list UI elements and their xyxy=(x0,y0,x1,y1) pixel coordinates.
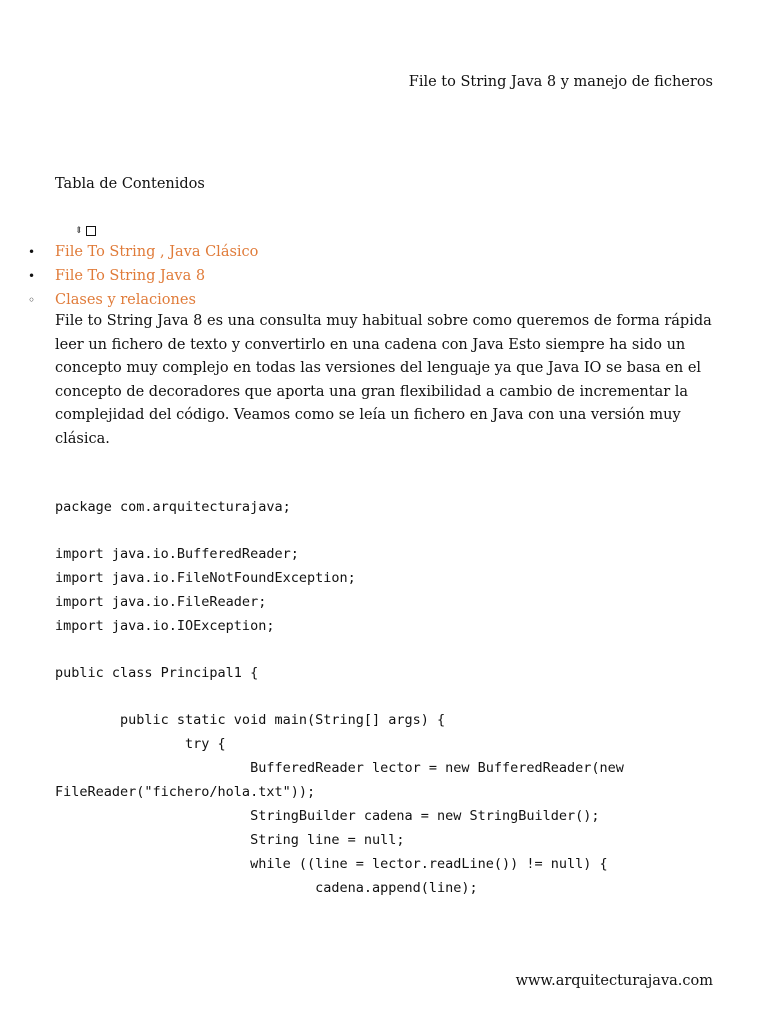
bullet-icon: • xyxy=(28,245,36,259)
code-line-package: package com.arquitecturajava; xyxy=(55,499,291,515)
code-line-import: import java.io.IOException; xyxy=(55,618,275,634)
toc-toggle[interactable] xyxy=(75,224,96,238)
toc-list xyxy=(28,240,258,312)
code-line-import: import java.io.FileNotFoundException; xyxy=(55,570,356,586)
bullet-icon: • xyxy=(28,269,36,283)
code-line: cadena.append(line); xyxy=(55,880,478,896)
code-line: BufferedReader lector = new BufferedReader(new xyxy=(55,760,624,776)
code-block xyxy=(55,495,755,900)
code-line-import: import java.io.FileReader; xyxy=(55,594,267,610)
page-title: File to String Java 8 y manejo de ficheros xyxy=(408,74,713,90)
code-line-import: import java.io.BufferedReader; xyxy=(55,546,299,562)
toc-link-java-8[interactable] xyxy=(28,264,258,288)
toc-link-label[interactable]: File To String , Java Clásico xyxy=(55,244,259,260)
code-line: public static void main(String[] args) { xyxy=(55,712,446,728)
hollow-bullet-icon: ◦ xyxy=(28,293,36,307)
toc-heading: Tabla de Contenidos xyxy=(55,176,205,192)
toc-link-label[interactable]: File To String Java 8 xyxy=(55,268,206,284)
code-line: try { xyxy=(55,736,226,752)
toc-link-clases[interactable] xyxy=(28,288,258,312)
toc-checkbox-icon[interactable] xyxy=(86,226,96,236)
code-line-class: public class Principal1 { xyxy=(55,665,259,681)
code-line: StringBuilder cadena = new StringBuilder(); xyxy=(55,808,600,824)
code-line: String line = null; xyxy=(55,832,405,848)
code-line: while ((line = lector.readLine()) != null) { xyxy=(55,856,608,872)
sort-arrows-icon: ⇕ xyxy=(75,226,83,236)
code-line: FileReader("fichero/hola.txt")); xyxy=(55,784,316,800)
intro-paragraph: File to String Java 8 es una consulta muy habitual sobre como queremos de forma rápida leer un fichero de texto y convertirlo en una cadena con Java Esto siempre ha sido un concepto muy complejo en todas las versiones del lenguaje ya que Java IO se basa en el concepto de decoradores que aporta una gran flexibilidad a cambio de incrementar la complejidad del código. Veamos como se leía un fichero en Java con una versión muy clásica. xyxy=(55,313,712,447)
footer-url: www.arquitecturajava.com xyxy=(515,973,713,989)
toc-link-label[interactable]: Clases y relaciones xyxy=(55,292,196,308)
toc-link-java-clasico[interactable] xyxy=(28,240,258,264)
